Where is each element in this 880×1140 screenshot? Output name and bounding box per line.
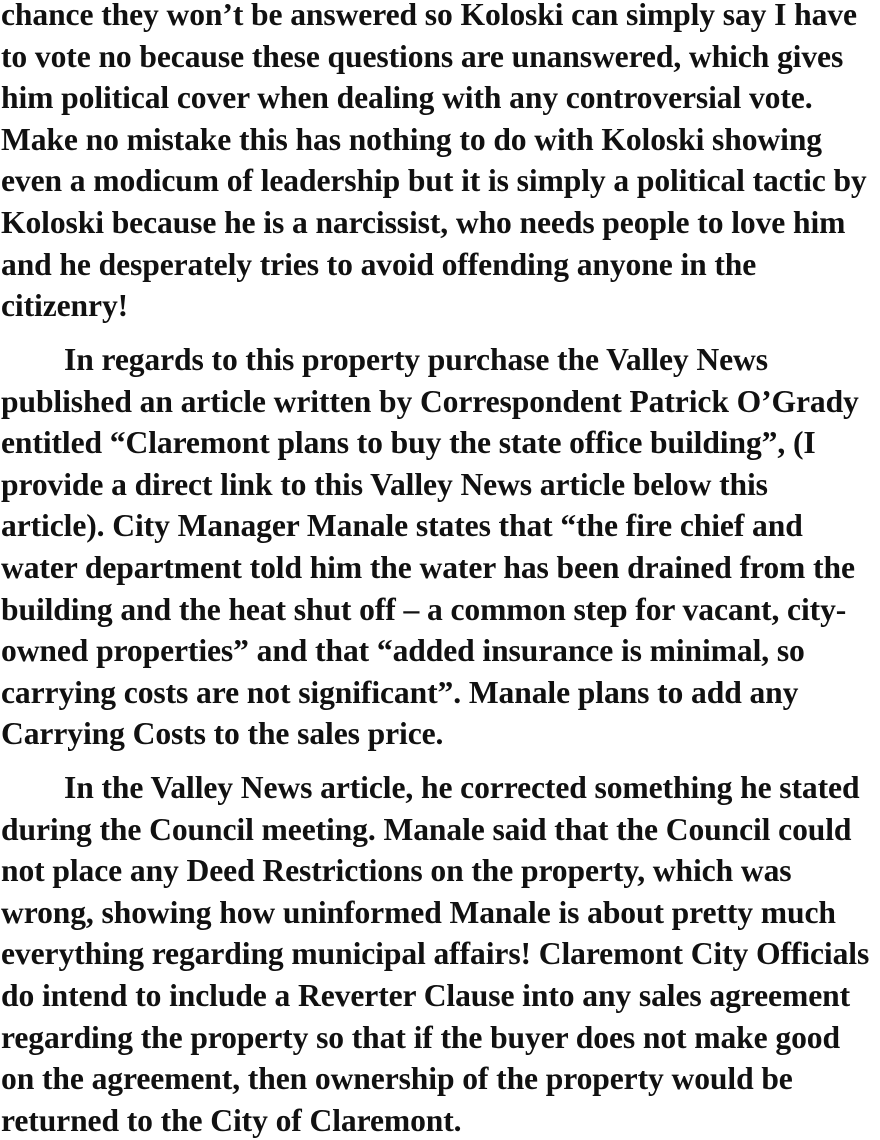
text-line: water department told him the water has been drained from the: [1, 549, 855, 585]
text-line: provide a direct link to this Valley News article below this: [1, 466, 768, 502]
text-line: on the agreement, then ownership of the property would be: [1, 1061, 793, 1097]
paragraph-1: [1, 0, 867, 327]
text-line: returned to the City of Claremont.: [1, 1102, 462, 1138]
text-line: In the Valley News article, he corrected something he stated: [64, 770, 860, 805]
text-line: owned properties” and that “added insurance is minimal, so: [1, 633, 805, 669]
paragraph-2: [1, 339, 859, 755]
text-line: carrying costs are not significant”. Manale plans to add any: [1, 674, 799, 710]
text-line: to vote no because these questions are unanswered, which gives: [1, 38, 844, 74]
text-line: him political cover when dealing with any controversial vote.: [1, 80, 813, 116]
text-line: do intend to include a Reverter Clause into any sales agreement: [1, 977, 851, 1013]
text-line: everything regarding municipal affairs! Claremont City Officials: [1, 936, 870, 972]
text-line: citizenry!: [1, 288, 129, 324]
paragraph-3: [1, 767, 869, 1140]
text-line: building and the heat shut off – a common step for vacant, city-: [1, 591, 847, 627]
text-line: regarding the property so that if the buyer does not make good: [1, 1019, 840, 1055]
text-line: and he desperately tries to avoid offending anyone in the: [1, 246, 757, 282]
text-line: during the Council meeting. Manale said that the Council could: [1, 811, 852, 847]
text-line: In regards to this property purchase the Valley News: [64, 342, 768, 377]
text-line: even a modicum of leadership but it is simply a political tactic by: [1, 163, 867, 199]
text-line: entitled “Claremont plans to buy the state office building”, (I: [1, 425, 816, 461]
text-line: wrong, showing how uninformed Manale is about pretty much: [1, 894, 836, 930]
text-line: article). City Manager Manale states that “the fire chief and: [1, 508, 803, 544]
text-line: chance they won’t be answered so Koloski can simply say I have: [1, 0, 857, 32]
text-line: Koloski because he is a narcissist, who needs people to love him: [1, 204, 846, 240]
text-line: published an article written by Correspondent Patrick O’Grady: [1, 383, 859, 419]
text-line: Carrying Costs to the sales price.: [1, 716, 444, 752]
text-line: Make no mistake this has nothing to do with Koloski showing: [1, 121, 822, 157]
text-line: not place any Deed Restrictions on the property, which was: [1, 853, 792, 889]
